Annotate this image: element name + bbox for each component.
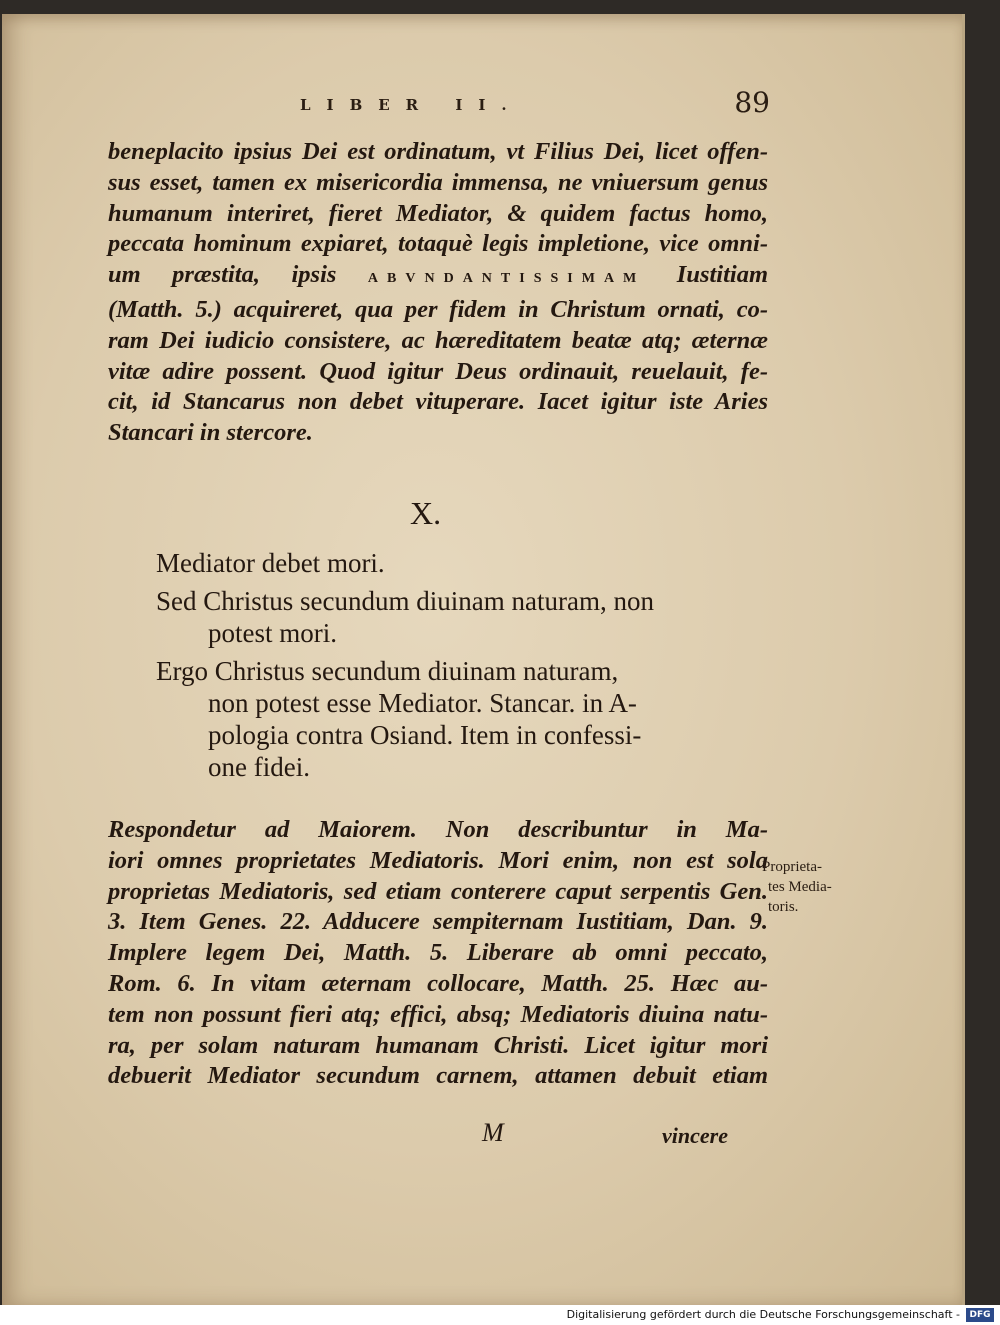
text-line: debuerit Mediator secundum carnem, attamen debuit etiam — [108, 1062, 768, 1090]
marginal-line: Proprieta- — [762, 859, 822, 875]
marginal-line: toris. — [768, 899, 799, 915]
text-line: Respondetur ad Maiorem. Non describuntur in Ma- — [108, 816, 768, 843]
text-line: peccata hominum expiaret, totaquè legis impletione, vice omni- — [108, 230, 768, 258]
section-number: X. — [410, 495, 442, 531]
text-line: tem non possunt fieri atq; effici, absq; Mediatoris diuina natu- — [108, 1000, 768, 1028]
major-premise — [156, 547, 716, 579]
footer-credit: Digitalisierung gefördert durch die Deutsche Forschungsgemeinschaft - — [566, 1308, 960, 1321]
syllogism — [156, 547, 716, 789]
small-caps-emphasis: ABVNDANTISSIMAM — [367, 271, 646, 287]
text-line: cit, id Stancarus non debet vituperare. Iacet igitur iste Aries — [108, 388, 768, 416]
conclusion — [156, 655, 716, 783]
running-title: LIBER II. — [300, 96, 523, 114]
conclusion-line: Ergo Christus secundum diuinam naturam, — [156, 656, 619, 686]
marginal-note — [762, 857, 852, 917]
text-line: ram Dei iudicio consistere, ac hæreditatem beatæ atq; æternæ — [108, 326, 768, 354]
text-line: Stancari in stercore. — [108, 419, 313, 447]
text-line: vitæ adire possent. Quod igitur Deus ordinauit, reuelauit, fe- — [108, 357, 768, 385]
catchword: vincere — [662, 1123, 728, 1148]
text-fragment: Iustitiam — [676, 261, 769, 289]
marginal-line: tes Media- — [768, 879, 832, 895]
conclusion-line: non potest esse Mediator. Stancar. in A- — [208, 688, 637, 718]
page-number: 89 — [734, 86, 770, 119]
text-line: beneplacito ipsius Dei est ordinatum, vt Filius Dei, licet offen- — [108, 138, 768, 165]
response-paragraph — [108, 815, 768, 1092]
text-line: Implere legem Dei, Matth. 5. Liberare ab omni peccato, — [108, 939, 768, 967]
text-line: iori omnes proprietates Mediatoris. Mori enim, non est sola — [108, 846, 768, 874]
text-line — [108, 260, 768, 295]
conclusion-line: one fidei. — [208, 752, 310, 782]
major-premise-text: Mediator debet mori. — [156, 548, 385, 578]
text-line: (Matth. 5.) acquireret, qua per fidem in Christum ornati, co- — [108, 295, 768, 323]
dfg-logo-icon: DFG — [966, 1308, 994, 1322]
minor-premise-line: Sed Christus secundum diuinam naturam, non — [156, 586, 654, 616]
minor-premise — [156, 585, 716, 649]
conclusion-line: pologia contra Osiand. Item in confessi- — [208, 720, 642, 750]
text-line: sus esset, tamen ex misericordia immensa, ne vniuersum genus — [108, 168, 768, 196]
text-line: proprietas Mediatoris, sed etiam conterere caput serpentis Gen. — [108, 877, 768, 905]
minor-premise-line: potest mori. — [208, 618, 337, 648]
paragraph-continued — [108, 137, 768, 449]
text-fragment: um præstita, ipsis — [108, 261, 337, 289]
page-header — [300, 86, 770, 126]
signature-mark: M — [482, 1118, 504, 1147]
text-line: humanum interiret, fieret Mediator, & quidem factus homo, — [108, 199, 768, 227]
text-line: ra, per solam naturam humanam Christi. Licet igitur mori — [108, 1031, 768, 1059]
text-line: Rom. 6. In vitam æternam collocare, Matth. 25. Hæc au- — [108, 969, 768, 997]
text-line: 3. Item Genes. 22. Adducere sempiternam Iustitiam, Dan. 9. — [108, 908, 768, 936]
digitization-footer — [0, 1305, 1000, 1325]
